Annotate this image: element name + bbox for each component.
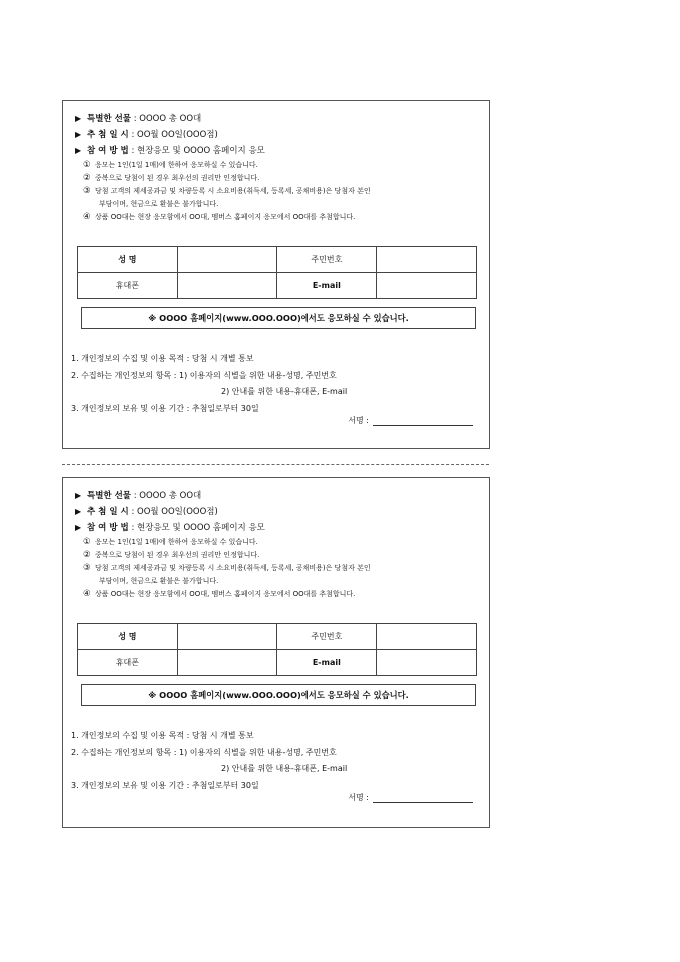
triangle-bullet-icon: ▶	[75, 114, 82, 123]
gift-row	[75, 111, 485, 127]
email-label: E-mail	[277, 273, 377, 299]
cut-line	[62, 464, 489, 465]
email-field[interactable]	[377, 650, 477, 676]
note-text: 부담이며, 현금으로 환불은 불가합니다.	[99, 577, 219, 585]
note-number: ④	[83, 212, 91, 222]
note-item	[75, 172, 485, 185]
privacy-line: 3. 개인정보의 보유 및 이용 기간 : 추첨일로부터 30일	[71, 403, 259, 413]
privacy-line: 3. 개인정보의 보유 및 이용 기간 : 추첨일로부터 30일	[71, 780, 259, 790]
note-text: 응모는 1인(1일 1매)에 한하여 응모하실 수 있습니다.	[95, 538, 258, 546]
privacy-terms	[71, 351, 481, 417]
phone-field[interactable]	[177, 273, 277, 299]
applicant-table	[77, 623, 477, 676]
method-value: : 현장응모 및 OOOO 홈페이지 응모	[131, 523, 265, 533]
note-text: 당첨 고객의 제세공과금 및 차량등록 시 소요비용(취득세, 등록세, 공채비용)은 당첨자 본인	[95, 187, 371, 195]
id-number-label: 주민번호	[277, 624, 377, 650]
privacy-line: 2. 수집하는 개인정보의 항목 : 1) 이용자의 식별을 위한 내용-성명, 주민번호	[71, 747, 337, 757]
gift-label: 특별한 선물	[87, 491, 132, 501]
event-info	[75, 111, 485, 224]
event-info	[75, 488, 485, 601]
name-label: 성 명	[78, 624, 178, 650]
method-row	[75, 143, 485, 159]
signature-label: 서명 :	[348, 416, 369, 425]
privacy-terms	[71, 728, 481, 794]
privacy-line: 2) 안내를 위한 내용-휴대폰, E-mail	[221, 387, 348, 396]
notes-list	[75, 536, 485, 601]
draw-date-value: : OO월 OO일(OOO점)	[131, 507, 218, 517]
triangle-bullet-icon: ▶	[75, 491, 82, 500]
signature-row	[348, 792, 473, 803]
note-item	[75, 185, 485, 198]
name-field[interactable]	[177, 624, 277, 650]
note-number: ①	[83, 537, 91, 547]
note-number: ①	[83, 160, 91, 170]
triangle-bullet-icon: ▶	[75, 146, 82, 155]
note-item	[75, 159, 485, 172]
method-label: 참 여 방 법	[87, 523, 129, 533]
phone-label: 휴대폰	[78, 273, 178, 299]
notes-list	[75, 159, 485, 224]
note-item-continued	[75, 575, 485, 588]
note-item	[75, 562, 485, 575]
gift-label: 특별한 선물	[87, 114, 132, 124]
note-text: 중복으로 당첨이 된 경우 최우선의 권리만 인정합니다.	[95, 174, 260, 182]
privacy-line: 2. 수집하는 개인정보의 항목 : 1) 이용자의 식별을 위한 내용-성명, 주민번호	[71, 370, 337, 380]
draw-date-label: 추 첨 일 시	[87, 507, 129, 517]
entry-form-2	[62, 477, 490, 828]
gift-row	[75, 488, 485, 504]
phone-field[interactable]	[177, 650, 277, 676]
draw-date-row	[75, 127, 485, 143]
note-item	[75, 549, 485, 562]
triangle-bullet-icon: ▶	[75, 507, 82, 516]
applicant-table	[77, 246, 477, 299]
method-value: : 현장응모 및 OOOO 홈페이지 응모	[131, 146, 265, 156]
note-item-continued	[75, 198, 485, 211]
note-item	[75, 588, 485, 601]
note-item	[75, 211, 485, 224]
draw-date-row	[75, 504, 485, 520]
id-number-field[interactable]	[377, 624, 477, 650]
note-text: 중복으로 당첨이 된 경우 최우선의 권리만 인정합니다.	[95, 551, 260, 559]
note-text: 부담이며, 현금으로 환불은 불가합니다.	[99, 200, 219, 208]
name-field[interactable]	[177, 247, 277, 273]
note-text: 상품 OO대는 현장 응모함에서 OO대, 멤버스 홈페이지 응모에서 OO대를 추첨합니다.	[95, 590, 356, 598]
homepage-notice: ※ OOOO 홈페이지(www.OOO.OOO)에서도 응모하실 수 있습니다.	[81, 307, 476, 329]
note-text: 당첨 고객의 제세공과금 및 차량등록 시 소요비용(취득세, 등록세, 공채비용)은 당첨자 본인	[95, 564, 371, 572]
privacy-line: 1. 개인정보의 수집 및 이용 목적 : 당첨 시 개별 통보	[71, 731, 254, 740]
signature-field[interactable]	[373, 792, 473, 803]
privacy-line: 2) 안내를 위한 내용-휴대폰, E-mail	[221, 764, 348, 773]
draw-date-label: 추 첨 일 시	[87, 130, 129, 140]
method-row	[75, 520, 485, 536]
signature-field[interactable]	[373, 415, 473, 426]
method-label: 참 여 방 법	[87, 146, 129, 156]
gift-value: : OOOO 총 OO대	[133, 491, 202, 501]
homepage-notice: ※ OOOO 홈페이지(www.OOO.OOO)에서도 응모하실 수 있습니다.	[81, 684, 476, 706]
id-number-label: 주민번호	[277, 247, 377, 273]
note-number: ②	[83, 550, 91, 560]
note-text: 상품 OO대는 현장 응모함에서 OO대, 멤버스 홈페이지 응모에서 OO대를 추첨합니다.	[95, 213, 356, 221]
entry-form-1	[62, 100, 490, 449]
draw-date-value: : OO월 OO일(OOO점)	[131, 130, 218, 140]
email-label: E-mail	[277, 650, 377, 676]
gift-value: : OOOO 총 OO대	[133, 114, 202, 124]
note-text: 응모는 1인(1일 1매)에 한하여 응모하실 수 있습니다.	[95, 161, 258, 169]
privacy-line: 1. 개인정보의 수집 및 이용 목적 : 당첨 시 개별 통보	[71, 354, 254, 363]
signature-row	[348, 415, 473, 426]
id-number-field[interactable]	[377, 247, 477, 273]
note-number: ④	[83, 589, 91, 599]
email-field[interactable]	[377, 273, 477, 299]
triangle-bullet-icon: ▶	[75, 523, 82, 532]
note-number: ③	[83, 186, 91, 196]
name-label: 성 명	[78, 247, 178, 273]
note-number: ③	[83, 563, 91, 573]
triangle-bullet-icon: ▶	[75, 130, 82, 139]
note-item	[75, 536, 485, 549]
note-number: ②	[83, 173, 91, 183]
signature-label: 서명 :	[348, 793, 369, 802]
phone-label: 휴대폰	[78, 650, 178, 676]
